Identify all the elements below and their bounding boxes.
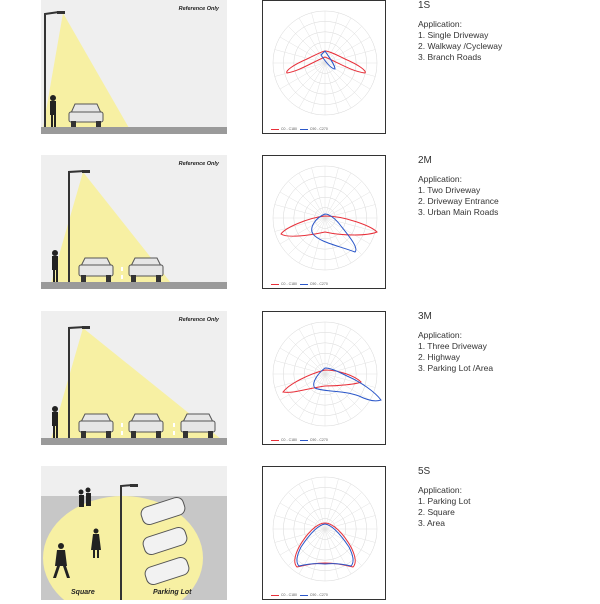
application-heading: Application: bbox=[418, 330, 462, 340]
distribution-code: 3M bbox=[418, 311, 432, 322]
polar-legend: C0 - C180 C90 - C270 bbox=[271, 127, 328, 131]
street-light-scene bbox=[41, 311, 227, 445]
polar-gridlines bbox=[273, 322, 377, 426]
application-info-3m bbox=[418, 311, 598, 374]
application-item: 2. Square bbox=[418, 507, 455, 517]
application-item: 1. Two Driveway bbox=[418, 185, 481, 195]
application-info-5s bbox=[418, 466, 598, 529]
application-item: 3. Area bbox=[418, 518, 445, 528]
street-light-scene bbox=[41, 0, 227, 134]
application-heading: Application: bbox=[418, 19, 462, 29]
application-item: 1. Parking Lot bbox=[418, 496, 471, 506]
distribution-row-5s bbox=[0, 466, 600, 604]
polar-legend: C0 - C180 C90 - C270 bbox=[271, 438, 328, 442]
scene-illustration-1s bbox=[41, 0, 227, 134]
polar-diagram-3m bbox=[262, 311, 386, 445]
distribution-row-1s bbox=[0, 0, 600, 138]
scene-illustration-2m bbox=[41, 155, 227, 289]
polar-grid bbox=[263, 467, 387, 601]
distribution-code: 5S bbox=[418, 466, 431, 477]
polar-diagram-2m bbox=[262, 155, 386, 289]
application-heading: Application: bbox=[418, 485, 462, 495]
scene-illustration-5s bbox=[41, 466, 227, 600]
polar-legend: C0 - C180 C90 - C270 bbox=[271, 282, 328, 286]
reference-only-label: Reference Only bbox=[178, 6, 219, 12]
area-light-scene bbox=[41, 466, 227, 600]
distribution-code: 1S bbox=[418, 0, 431, 11]
square-label: Square bbox=[71, 589, 95, 596]
polar-gridlines bbox=[273, 477, 377, 581]
polar-gridlines bbox=[273, 11, 377, 115]
polar-diagram-1s bbox=[262, 0, 386, 134]
distribution-row-3m bbox=[0, 311, 600, 449]
application-item: 3. Urban Main Roads bbox=[418, 207, 499, 217]
polar-grid bbox=[263, 1, 387, 135]
parking-lot-label: Parking Lot bbox=[153, 589, 192, 596]
distribution-code: 2M bbox=[418, 155, 432, 166]
street-light-scene bbox=[41, 155, 227, 289]
application-info-2m bbox=[418, 155, 598, 218]
reference-only-label: Reference Only bbox=[178, 317, 219, 323]
reference-only-label: Reference Only bbox=[178, 161, 219, 167]
distribution-row-2m bbox=[0, 155, 600, 293]
application-item: 2. Highway bbox=[418, 352, 461, 362]
application-info-1s bbox=[418, 0, 598, 63]
application-heading: Application: bbox=[418, 174, 462, 184]
polar-grid bbox=[263, 156, 387, 290]
application-item: 3. Parking Lot /Area bbox=[418, 363, 494, 373]
car-figure bbox=[139, 496, 190, 587]
polar-diagram-5s bbox=[262, 466, 386, 600]
polar-legend: C0 - C180 C90 - C270 bbox=[271, 593, 328, 597]
polar-grid bbox=[263, 312, 387, 446]
scene-illustration-3m bbox=[41, 311, 227, 445]
application-item: 1. Three Driveway bbox=[418, 341, 487, 351]
application-item: 2. Driveway Entrance bbox=[418, 196, 499, 206]
application-item: 1. Single Driveway bbox=[418, 30, 489, 40]
application-item: 3. Branch Roads bbox=[418, 52, 482, 62]
polar-gridlines bbox=[273, 166, 377, 270]
application-item: 2. Walkway /Cycleway bbox=[418, 41, 503, 51]
